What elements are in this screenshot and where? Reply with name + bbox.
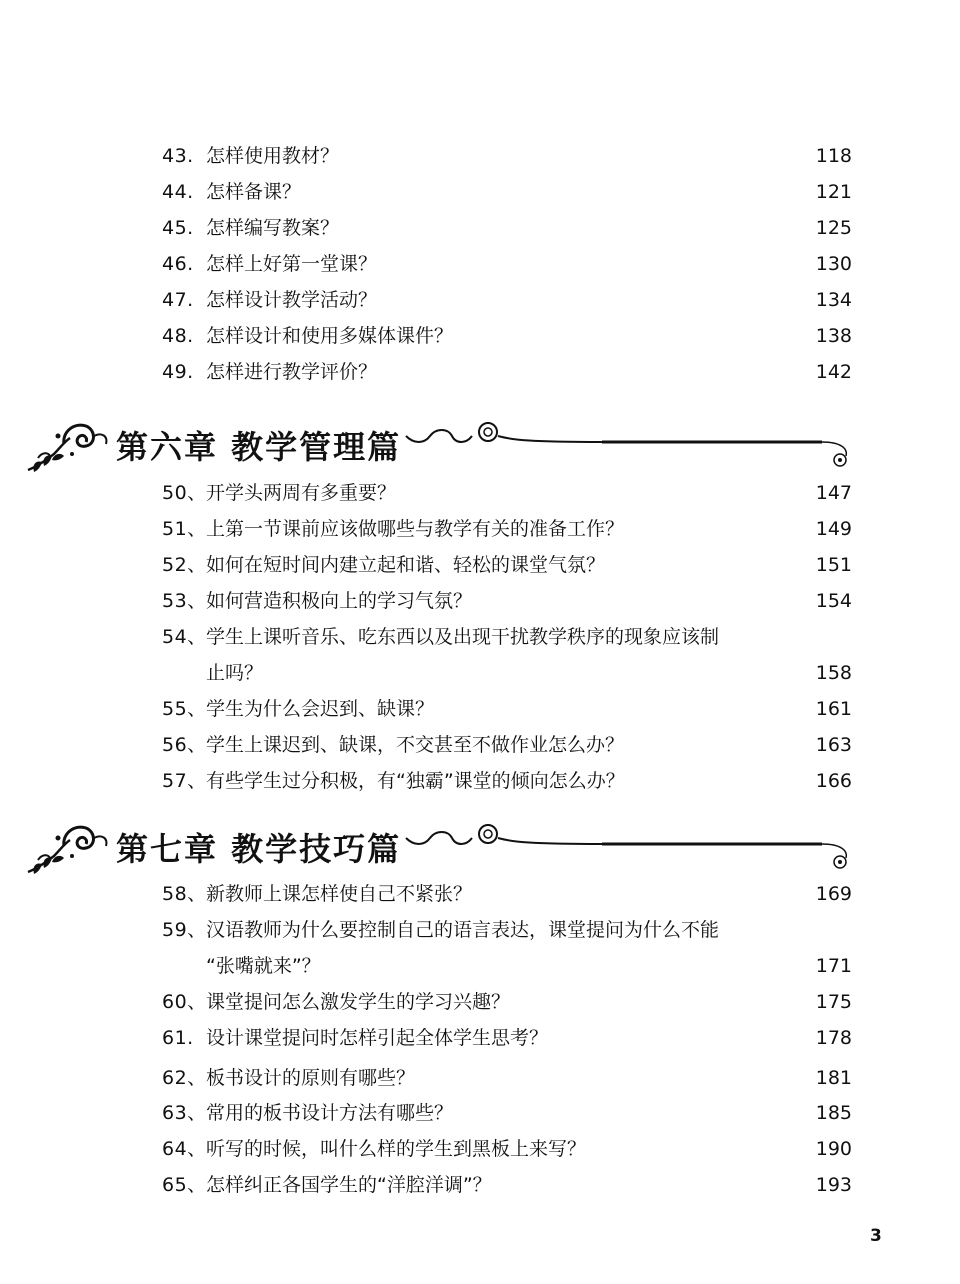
entry-title: 课堂提问怎么激发学生的学习兴趣？ <box>206 991 511 1013</box>
chapter-heading <box>24 414 864 474</box>
entry-number: 47. <box>162 289 194 311</box>
entry-number: 52、 <box>162 554 207 576</box>
entry-page: 130 <box>815 253 852 275</box>
toc-entry[interactable] <box>162 252 852 276</box>
scroll-flourish-icon <box>402 816 862 878</box>
entry-title: 怎样纠正各国学生的“洋腔洋调”？ <box>206 1174 492 1196</box>
entry-title: 设计课堂提问时怎样引起全体学生思考？ <box>206 1027 549 1049</box>
entry-number: 59、 <box>162 919 207 941</box>
entry-number: 58、 <box>162 883 207 905</box>
entry-title: 有些学生过分积极，有“独霸”课堂的倾向怎么办？ <box>206 770 625 792</box>
entry-number: 43. <box>162 145 194 167</box>
toc-entry[interactable] <box>162 1137 852 1161</box>
entry-title: 怎样备课？ <box>206 181 302 203</box>
entry-title: 怎样设计教学活动？ <box>206 289 378 311</box>
entry-page: 181 <box>815 1067 852 1089</box>
entry-page: 118 <box>815 145 852 167</box>
chapter-title: 第六章 教学管理篇 <box>116 428 402 466</box>
toc-entry[interactable] <box>162 1066 852 1090</box>
entry-page: 163 <box>815 734 852 756</box>
toc-entry[interactable] <box>162 180 852 204</box>
toc-entry[interactable] <box>162 697 852 721</box>
entry-number: 51、 <box>162 518 207 540</box>
entry-page: 121 <box>815 181 852 203</box>
entry-number: 61. <box>162 1027 194 1049</box>
entry-number: 64、 <box>162 1138 207 1160</box>
entry-number: 45. <box>162 217 194 239</box>
toc-entry[interactable] <box>162 733 852 757</box>
entry-title: 开学头两周有多重要？ <box>206 482 397 504</box>
entry-title: 听写的时候，叫什么样的学生到黑板上来写？ <box>206 1138 587 1160</box>
toc-entry[interactable] <box>162 1173 852 1197</box>
page-number: 3 <box>870 1226 882 1246</box>
entry-number: 60、 <box>162 991 207 1013</box>
entry-title-continuation: “张嘴就来”？ <box>206 955 321 977</box>
entry-number: 49. <box>162 361 194 383</box>
entry-page: 169 <box>815 883 852 905</box>
entry-title: 怎样上好第一堂课？ <box>206 253 378 275</box>
entry-page: 171 <box>815 955 852 977</box>
entry-page: 147 <box>815 482 852 504</box>
toc-entry[interactable] <box>162 553 852 577</box>
entry-page: 175 <box>815 991 852 1013</box>
toc-entry[interactable] <box>162 517 852 541</box>
entry-title: 学生上课听音乐、吃东西以及出现干扰教学秩序的现象应该制 <box>206 626 720 648</box>
entry-number: 65、 <box>162 1174 207 1196</box>
toc-entry[interactable] <box>162 1101 852 1125</box>
entry-number: 50、 <box>162 482 207 504</box>
entry-page: 138 <box>815 325 852 347</box>
toc-entry[interactable] <box>162 481 852 505</box>
toc-entry[interactable] <box>162 1026 852 1050</box>
entry-number: 55、 <box>162 698 207 720</box>
entry-number: 62、 <box>162 1067 207 1089</box>
entry-title: 板书设计的原则有哪些？ <box>206 1067 416 1089</box>
entry-number: 44. <box>162 181 194 203</box>
toc-entry[interactable] <box>162 918 852 978</box>
entry-title: 新教师上课怎样使自己不紧张？ <box>206 883 473 905</box>
entry-title-continuation: 止吗？ <box>206 662 264 684</box>
chapter-heading <box>24 816 864 876</box>
toc-entry[interactable] <box>162 990 852 1014</box>
entry-page: 142 <box>815 361 852 383</box>
toc-entry[interactable] <box>162 882 852 906</box>
entry-page: 193 <box>815 1174 852 1196</box>
entry-number: 48. <box>162 325 194 347</box>
entry-page: 125 <box>815 217 852 239</box>
entry-page: 134 <box>815 289 852 311</box>
toc-entry[interactable] <box>162 288 852 312</box>
entry-number: 63、 <box>162 1102 207 1124</box>
entry-page: 190 <box>815 1138 852 1160</box>
entry-title: 怎样进行教学评价？ <box>206 361 378 383</box>
entry-title: 如何在短时间内建立起和谐、轻松的课堂气氛？ <box>206 554 606 576</box>
entry-number: 46. <box>162 253 194 275</box>
entry-number: 57、 <box>162 770 207 792</box>
entry-number: 54、 <box>162 626 207 648</box>
toc-entry[interactable] <box>162 589 852 613</box>
toc-entry[interactable] <box>162 144 852 168</box>
entry-number: 53、 <box>162 590 207 612</box>
entry-title: 怎样设计和使用多媒体课件？ <box>206 325 454 347</box>
scroll-flourish-icon <box>402 414 862 476</box>
floral-ornament-icon <box>24 816 120 878</box>
entry-title: 上第一节课前应该做哪些与教学有关的准备工作？ <box>206 518 625 540</box>
toc-entry[interactable] <box>162 216 852 240</box>
chapter-title: 第七章 教学技巧篇 <box>116 830 402 868</box>
toc-entry[interactable] <box>162 360 852 384</box>
entry-page: 185 <box>815 1102 852 1124</box>
entry-page: 151 <box>815 554 852 576</box>
entry-page: 161 <box>815 698 852 720</box>
entry-title: 常用的板书设计方法有哪些？ <box>206 1102 454 1124</box>
entry-title: 学生为什么会迟到、缺课？ <box>206 698 435 720</box>
entry-title: 如何营造积极向上的学习气氛？ <box>206 590 473 612</box>
toc-entry[interactable] <box>162 625 852 685</box>
entry-page: 178 <box>815 1027 852 1049</box>
entry-page: 154 <box>815 590 852 612</box>
entry-number: 56、 <box>162 734 207 756</box>
entry-title: 怎样编写教案？ <box>206 217 340 239</box>
entry-title: 汉语教师为什么要控制自己的语言表达，课堂提问为什么不能 <box>206 919 720 941</box>
entry-title: 学生上课迟到、缺课，不交甚至不做作业怎么办？ <box>206 734 625 756</box>
toc-entry[interactable] <box>162 769 852 793</box>
toc-entry[interactable] <box>162 324 852 348</box>
entry-page: 158 <box>815 662 852 684</box>
floral-ornament-icon <box>24 414 120 476</box>
entry-page: 149 <box>815 518 852 540</box>
entry-page: 166 <box>815 770 852 792</box>
entry-title: 怎样使用教材？ <box>206 145 340 167</box>
